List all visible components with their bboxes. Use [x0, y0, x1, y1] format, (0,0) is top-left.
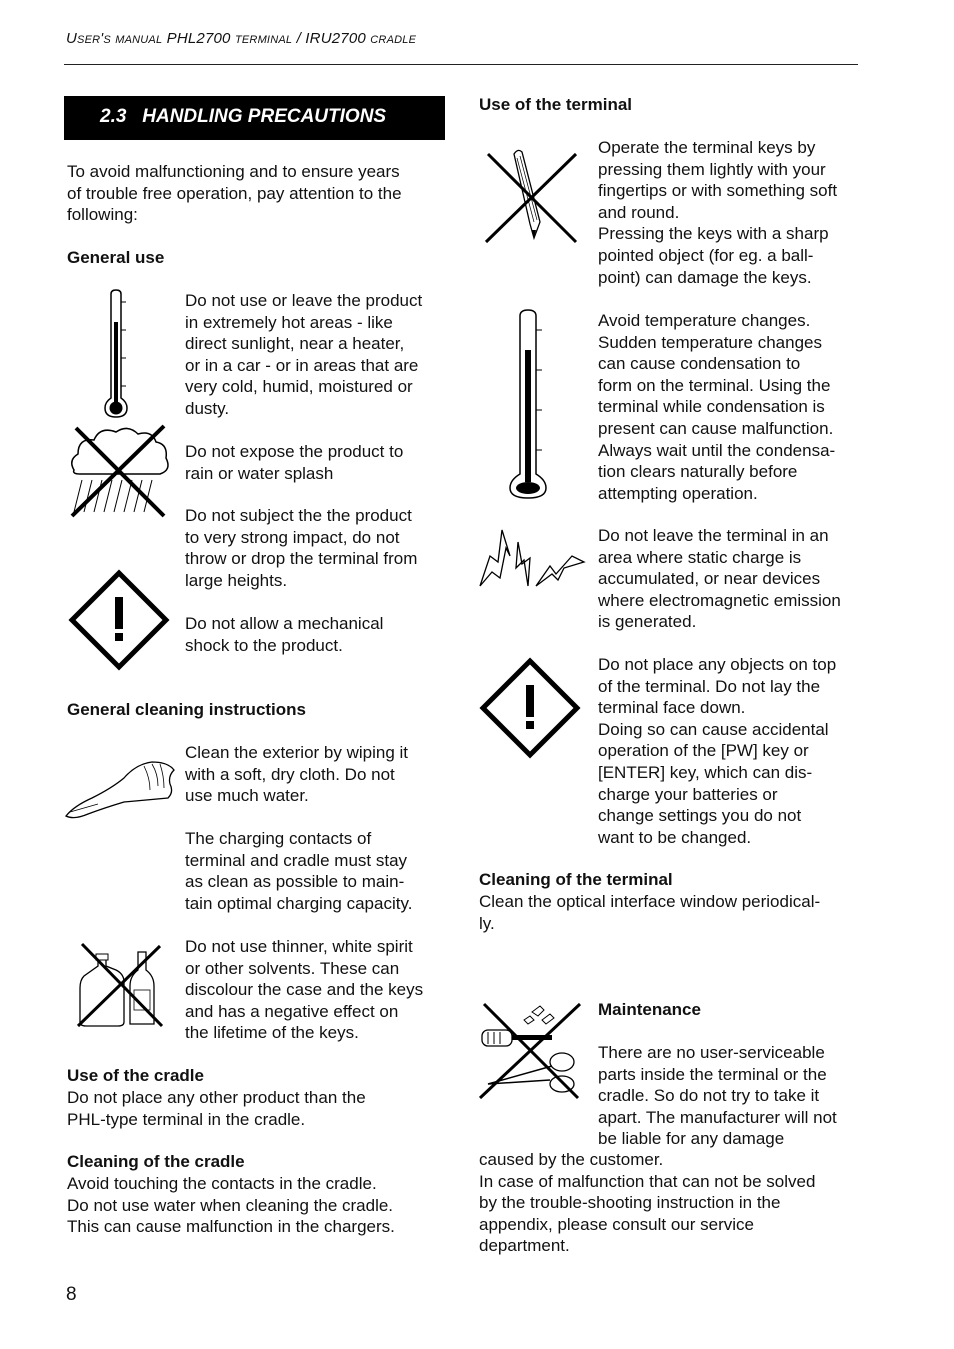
terminal-cleaning-text: Clean the optical interface window periodical- ly.	[479, 892, 821, 933]
general-use-heading: General use	[67, 248, 165, 267]
header-rule	[64, 64, 858, 65]
warning-diamond-icon	[481, 659, 579, 757]
objects-text: Do not place any objects on top of the terminal. Do not lay the terminal face down. Doing so can cause accidental operation of the [PW] key or [ENTER] key, which can dis- charge your batteries or change settings you do not want to be changed.	[598, 655, 837, 847]
wipe-text: Clean the exterior by wiping it with a soft, dry cloth. Do not use much water.	[185, 743, 409, 806]
maintenance-text-b: caused by the customer. In case of malfunction that can not be solved by the trouble-shooting instruction in the appendix, please consult our service department.	[479, 1150, 816, 1256]
contacts-text: The charging contacts of terminal and cradle must stay as clean as possible to main- tain optimal charging capacity.	[185, 829, 413, 913]
thermometer-large-icon	[508, 310, 554, 498]
cradle-use-text: Do not place any other product than the PHL-type terminal in the cradle.	[67, 1088, 366, 1129]
warning-diamond-icon	[70, 571, 168, 669]
static-lightning-icon	[478, 528, 588, 592]
cleaning-heading: General cleaning instructions	[67, 700, 307, 719]
no-tools-icon	[478, 1000, 584, 1102]
no-pen-icon	[484, 146, 580, 246]
hot-areas-text: Do not use or leave the product in extremely hot areas - like direct sunlight, near a heater, or in a car - or in areas that are very cold, humid, moistured or dusty.	[185, 291, 423, 418]
rain-text: Do not expose the product to rain or water splash	[185, 442, 404, 483]
section-title-box	[64, 96, 445, 140]
maintenance-text-a: There are no user-serviceable parts inside the terminal or the cradle. So do not try to take it apart. The manufacturer will not be liable for any damage	[598, 1043, 837, 1149]
solvents-text: Do not use thinner, white spirit or other solvents. These can discolour the case and the keys and has a negative effect on the lifetime of the keys.	[185, 937, 424, 1043]
cradle-cleaning-text: Avoid touching the contacts in the cradle. Do not use water when cleaning the cradle. This can cause malfunction in the chargers.	[67, 1174, 395, 1237]
keys-text: Operate the terminal keys by pressing them lightly with your fingertips or with something soft and round. Pressing the keys with a sharp pointed object (for eg. a ball- point) can damage the keys.	[598, 138, 838, 287]
intro-text: To avoid malfunctioning and to ensure years of trouble free operation, pay attention to the following:	[67, 162, 402, 225]
no-solvents-icon	[76, 942, 164, 1028]
cradle-use-heading: Use of the cradle	[67, 1066, 204, 1085]
no-rain-icon	[68, 424, 172, 520]
impact-text: Do not subject the the product to very strong impact, do not throw or drop the terminal from large heights.	[185, 506, 418, 590]
terminal-use-heading: Use of the terminal	[479, 95, 633, 114]
running-header: User's manual PHL2700 terminal / IRU2700 cradle	[66, 30, 417, 47]
thermometer-icon	[100, 290, 140, 418]
terminal-cleaning-heading: Cleaning of the terminal	[479, 870, 673, 889]
maintenance-heading: Maintenance	[598, 1000, 701, 1019]
hand-cloth-icon	[64, 758, 176, 822]
static-text: Do not leave the terminal in an area where static charge is accumulated, or near devices where electromagnetic emission is generated.	[598, 526, 841, 632]
cradle-cleaning-heading: Cleaning of the cradle	[67, 1152, 245, 1171]
shock-text: Do not allow a mechanical shock to the product.	[185, 614, 384, 655]
section-title: 2.3 HANDLING PRECAUTIONS	[100, 106, 387, 127]
page-number: 8	[66, 1284, 77, 1305]
temperature-text: Avoid temperature changes. Sudden temperature changes can cause condensation to form on the terminal. Using the terminal while condensation is present can cause malfunction. Always wait until the condensa- tion clears naturally before attempting operation.	[598, 311, 836, 503]
